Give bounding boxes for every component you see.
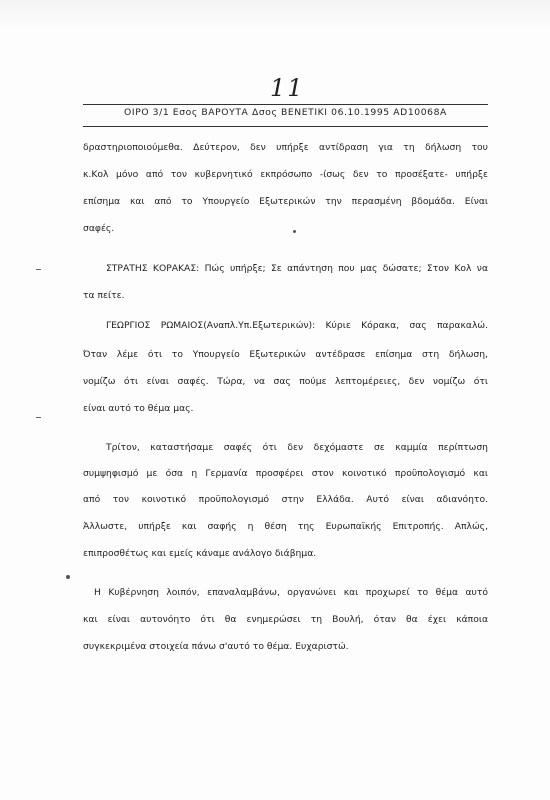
text-line: σαφές. [83, 223, 115, 234]
text-line: Η Κυβέρνηση λοιπόν, επαναλαμβάνω, οργανώνει και προχωρεί το θέμα αυτό [94, 587, 488, 598]
header-rule-bottom [83, 126, 488, 127]
scan-shadow [0, 0, 550, 30]
text-line: δραστηριοποιούμεθα. Δεύτερον, δεν υπήρξε αντίδραση για τη δήλωση του [83, 142, 488, 153]
text-line: νομίζω ότι είναι σαφές. Τώρα, να σας πούμε λεπτομέρειες, δεν νομίζω ότι [83, 376, 488, 387]
text-line: επίσημα και από το Υπουργείο Εξωτερικών την περασμένη βδομάδα. Είναι [83, 196, 488, 207]
speaker-line: ΣΤΡΑΤΗΣ ΚΟΡΑΚΑΣ: Πώς υπήρξε; Σε απάντηση που μας δώσατε; Στον Κολ να [106, 263, 488, 274]
text-line: Όταν λέμε ότι το Υπουργείο Εξωτερικών αντέδρασε επίσημα στη δήλωση, [83, 349, 488, 360]
text-line: από τον κοινοτικό προϋπολογισμό στην Ελλάδα. Αυτό είναι αδιανόητο. [83, 494, 488, 505]
text-line: τα πείτε. [83, 290, 125, 301]
document-header: OIPO 3/1 Εσος ΒΑΡΟΥΤΑ Δσος ΒΕΝΕΤΙΚΙ 06.10.1995 ΑD10068Α [124, 107, 447, 118]
scan-speck [66, 575, 70, 579]
scan-mark [36, 269, 41, 270]
text-line: συμψηφισμό με όσα η Γερμανία προσφέρει στον κοινοτικό προϋπολογισμό και [83, 468, 488, 479]
text-line: επιπροσθέτως και εμείς κάναμε ανάλογο διάβημα. [83, 548, 317, 559]
text-line: Άλλωστε, υπήρξε και σαφής η θέση της Ευρωπαϊκής Επιτροπής. Απλώς, [83, 521, 488, 532]
text-line: κ.Κολ μόνο από τον κυβερνητικό εκπρόσωπο -ίσως δεν το προσέξατε- υπήρξε [83, 169, 488, 180]
scan-mark [36, 417, 41, 418]
speaker-line: ΓΕΩΡΓΙΟΣ ΡΩΜΑΙΟΣ(Αναπλ.Υπ.Εξωτερικών): Κύριε Κόρακα, σας παρακαλώ. [106, 320, 488, 331]
text-line: είναι αυτό το θέμα μας. [83, 403, 194, 414]
scan-speck [293, 230, 296, 233]
page-number: 11 [270, 74, 305, 102]
text-line: Τρίτον, καταστήσαμε σαφές ότι δεν δεχόμαστε σε καμμία περίπτωση [106, 442, 488, 453]
text-line: και είναι αυτονόητο ότι θα ενημερώσει τη Βουλή, όταν θα έχει κάποια [83, 614, 488, 625]
text-line: συγκεκριμένα στοιχεία πάνω σ'αυτό το θέμα. Ευχαριστώ. [83, 641, 349, 652]
header-rule-top [83, 104, 488, 105]
